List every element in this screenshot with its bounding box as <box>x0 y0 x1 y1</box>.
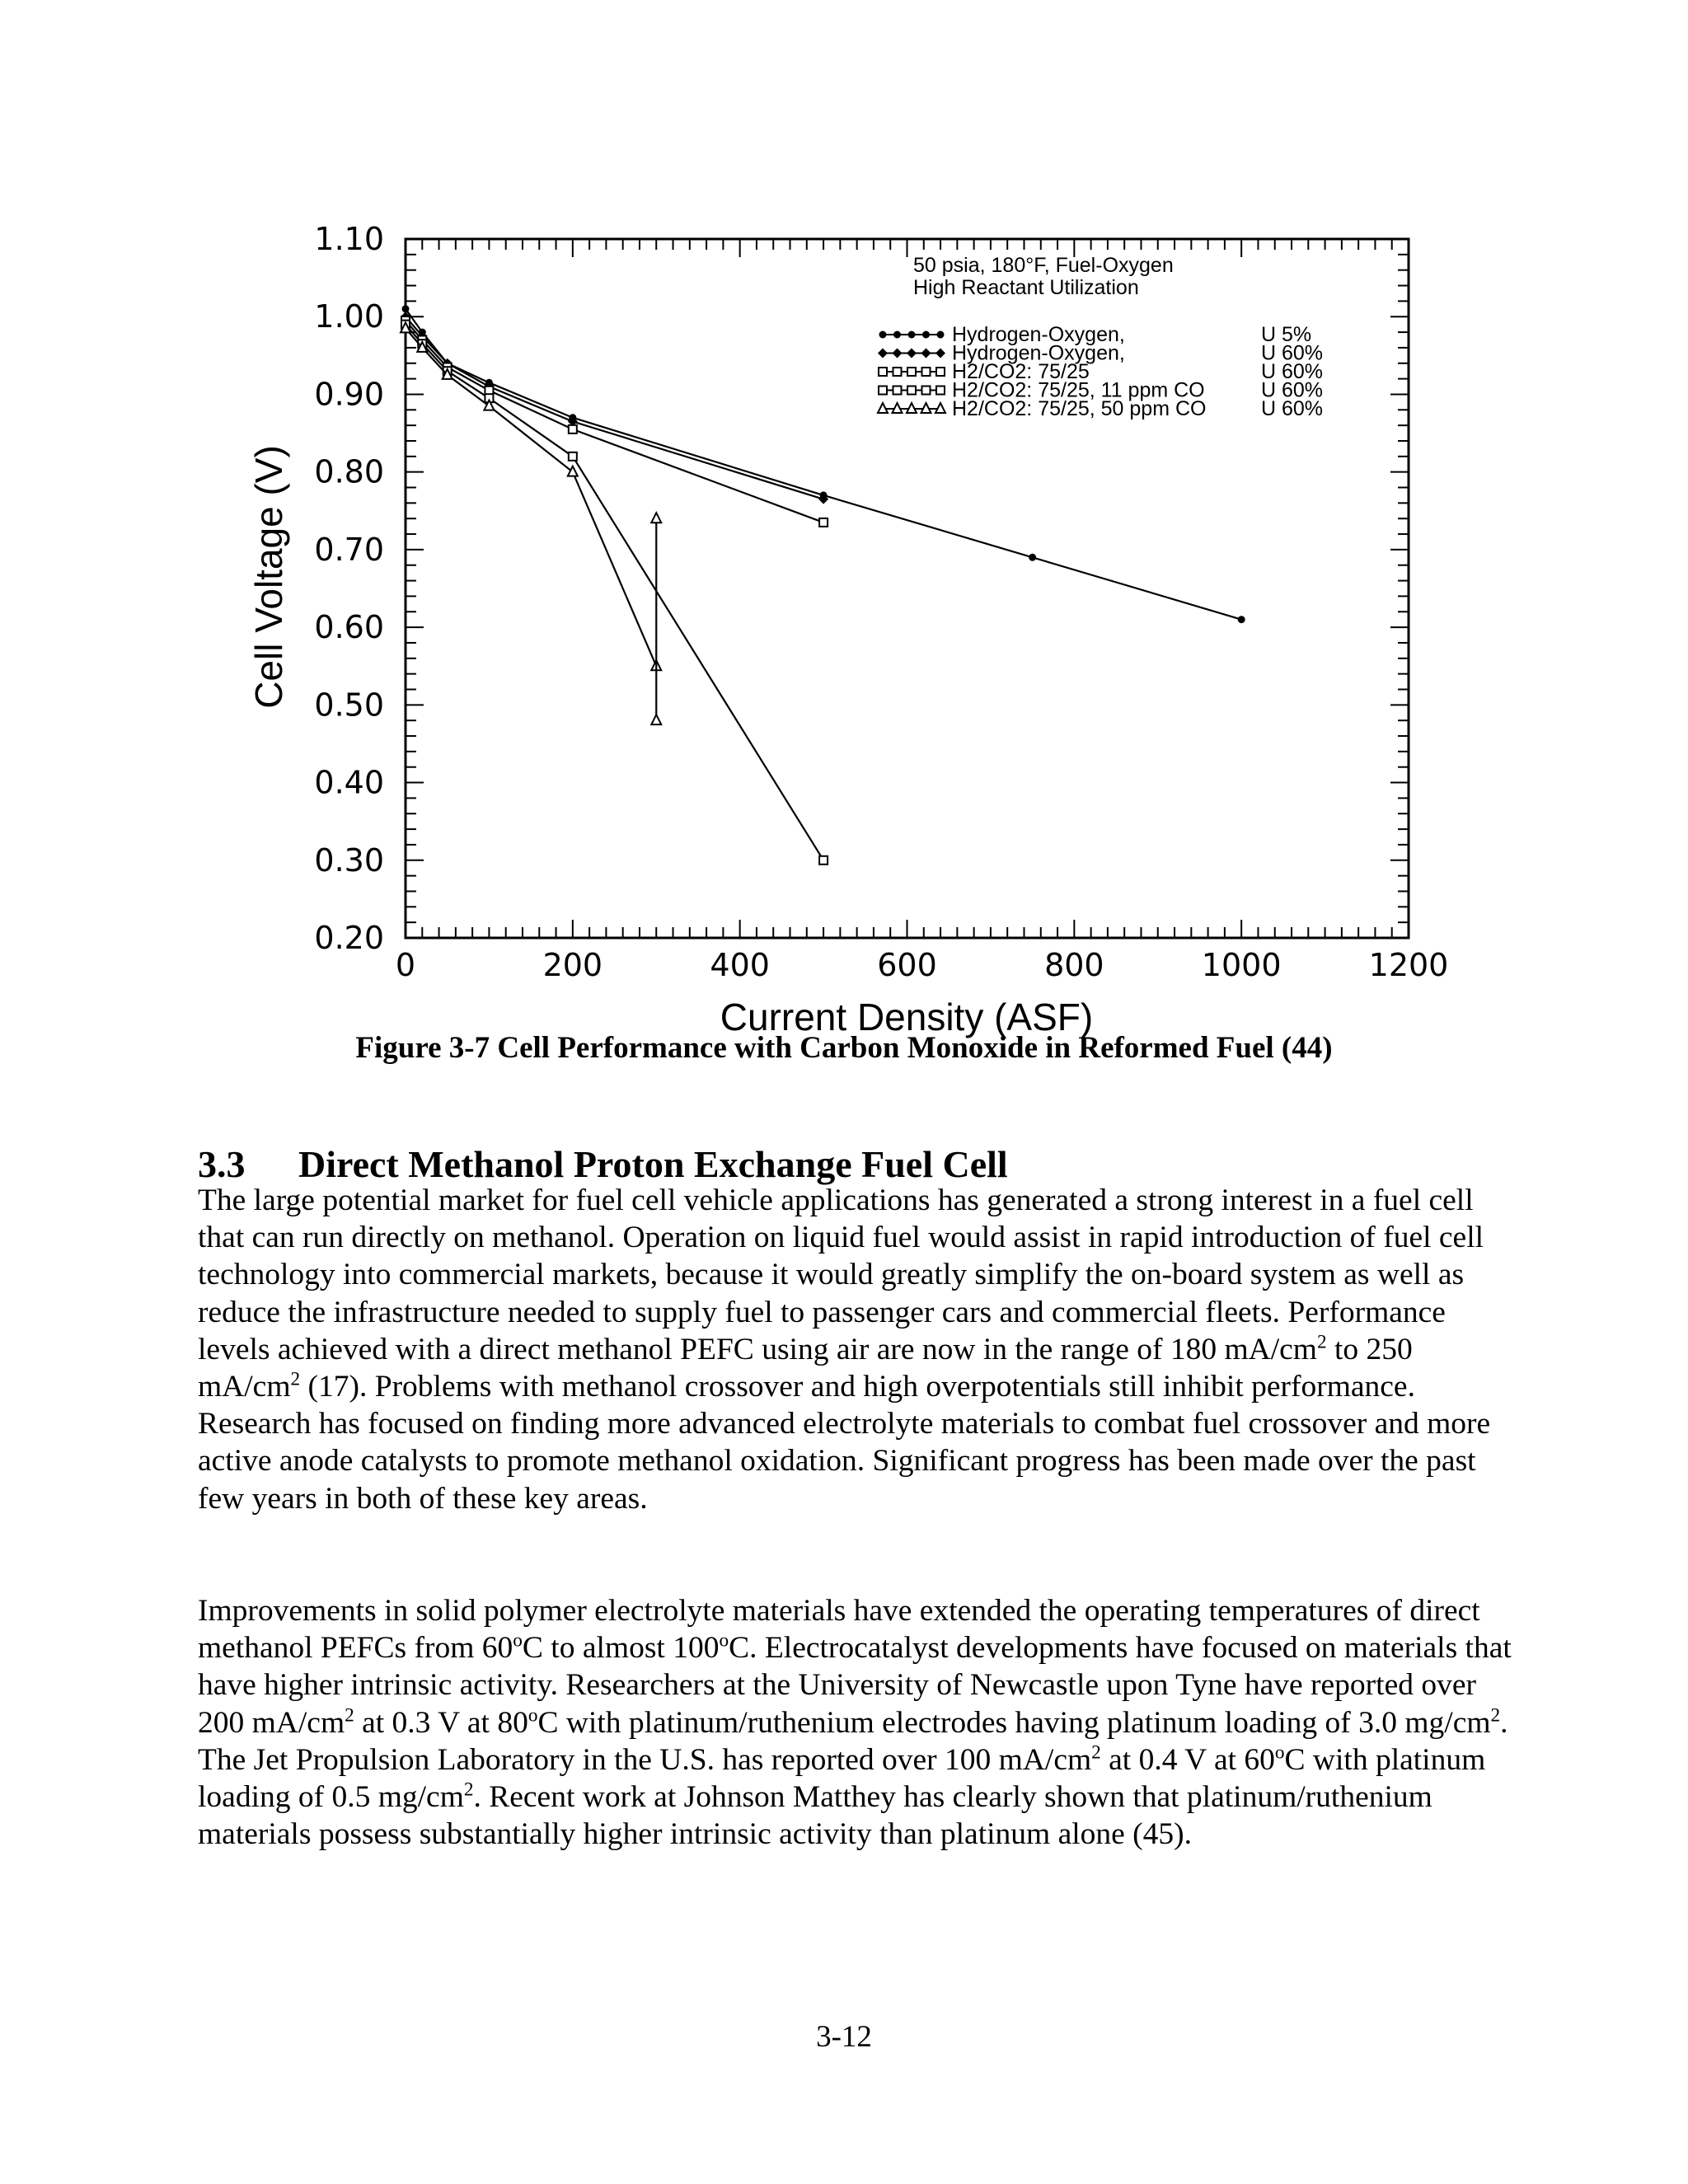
data-point <box>819 856 828 865</box>
paragraph-2: Improvements in solid polymer electrolyte materials have extended the operating temperatures of direct methanol PEFCs from 60$^o$C to almost 100$^o$C. Electrocatalyst developments have focused on materials that have higher intrinsic activity. Researchers at the University of Newcastle upon Tyne have reported over 200 $mA/cm^2$ at 0.3 V at 80$^o$C with platinum/ruthenium electrodes having platinum loading of 3.0 $mg/cm^2$. The Jet Propulsion Laboratory in the U.S. has reported over 100 $mA/cm^2$ at 0.4 V at 60$^o$C with platinum loading of 0.5 $mg/cm^2$. Recent work at Johnson Matthey has clearly shown that platinum/ruthenium materials possess substantially higher intrinsic activity than platinum alone (45). <box>198 1594 1512 1852</box>
axis-ticks <box>406 239 1409 938</box>
legend-utilization: U 5% <box>1261 323 1312 346</box>
x-tick-label: 200 <box>542 947 603 983</box>
cell-performance-chart <box>0 0 1688 1071</box>
x-tick-labels <box>396 947 1448 983</box>
data-point <box>569 425 577 434</box>
series-3 <box>401 316 828 527</box>
series-4 <box>401 321 828 865</box>
section-title: Direct Methanol Proton Exchange Fuel Cell <box>298 1143 1008 1185</box>
data-point <box>937 331 945 339</box>
data-point <box>879 368 887 376</box>
y-tick-label: 0.40 <box>314 764 384 801</box>
legend-label: H2/CO2: 75/25, 11 ppm CO <box>952 378 1205 402</box>
data-point <box>879 387 887 395</box>
figure-caption: Figure 3-7 Cell Performance with Carbon Monoxide in Reformed Fuel (44) <box>355 1031 1333 1065</box>
y-tick-label: 1.00 <box>314 298 384 335</box>
series-line <box>406 316 823 499</box>
x-tick-label: 400 <box>710 947 770 983</box>
data-point <box>922 387 931 395</box>
data-point <box>651 715 661 724</box>
y-tick-label: 1.10 <box>314 221 384 257</box>
data-point <box>893 368 902 376</box>
data-point <box>922 331 930 339</box>
section-heading <box>198 1142 1008 1186</box>
x-axis-label: Current Density (ASF) <box>720 996 1094 1038</box>
series-line <box>406 325 823 860</box>
series-2 <box>401 312 828 504</box>
data-point <box>893 349 903 359</box>
data-point <box>893 331 901 339</box>
data-point <box>907 387 916 395</box>
data-point <box>893 387 902 395</box>
legend-label: Hydrogen-Oxygen, <box>952 323 1125 346</box>
data-point <box>935 349 945 359</box>
annotation-line-2: High Reactant Utilization <box>913 276 1139 299</box>
data-point <box>908 331 916 339</box>
y-tick-label: 0.50 <box>314 687 384 724</box>
x-tick-label: 1200 <box>1368 947 1449 983</box>
data-point <box>936 368 945 376</box>
data-point <box>907 349 917 359</box>
y-tick-label: 0.70 <box>314 531 384 568</box>
x-tick-label: 800 <box>1044 947 1104 983</box>
data-point <box>921 349 931 359</box>
data-point <box>568 466 578 476</box>
series-5 <box>401 322 661 670</box>
data-point <box>936 387 945 395</box>
y-tick-labels <box>314 221 384 956</box>
legend-label: H2/CO2: 75/25 <box>952 360 1090 383</box>
legend-utilization: U 60% <box>1261 341 1324 365</box>
data-point <box>878 349 888 359</box>
section-number: 3.3 <box>198 1143 246 1185</box>
chart-legend <box>878 323 1323 420</box>
error-bar <box>651 513 661 724</box>
x-tick-label: 600 <box>877 947 937 983</box>
legend-utilization: U 60% <box>1261 360 1324 383</box>
series-line <box>406 321 823 523</box>
legend-label: Hydrogen-Oxygen, <box>952 341 1125 365</box>
data-point <box>879 331 887 339</box>
legend-utilization: U 60% <box>1261 397 1324 420</box>
data-point <box>402 305 410 312</box>
data-point <box>819 518 828 527</box>
y-tick-label: 0.90 <box>314 376 384 413</box>
y-tick-label: 0.30 <box>314 841 384 879</box>
y-tick-label: 0.80 <box>314 453 384 490</box>
paragraph-1: The large potential market for fuel cell vehicle applications has generated a strong interest in a fuel cell that can run directly on methanol. Operation on liquid fuel would assist in rapid introduction of fuel cell technology into commercial markets, because it would greatly simplify the on-board system as well as reduce the infrastructure needed to supply fuel to passenger cars and commercial fleets. Performance levels achieved with a direct methanol PEFC using air are now in the range of 180 $mA/cm^2$ to 250 $mA/cm^2$ (17). Problems with methanol crossover and high overpotentials still inhibit performance. Research has focused on finding more advanced electrolyte materials to combat fuel crossover and more active anode catalysts to promote methanol oxidation. Significant progress has been made over the past few years in both of these key areas. <box>198 1183 1491 1516</box>
legend-entry <box>878 342 1323 365</box>
data-point <box>1029 554 1036 561</box>
plot-frame <box>406 239 1409 938</box>
data-point <box>569 452 577 461</box>
y-axis-label: Cell Voltage (V) <box>247 445 290 709</box>
x-tick-label: 1000 <box>1201 947 1282 983</box>
page-number: 3-12 <box>816 2020 872 2054</box>
y-tick-label: 0.20 <box>314 920 384 956</box>
y-tick-label: 0.60 <box>314 609 384 646</box>
legend-label: H2/CO2: 75/25, 50 ppm CO <box>952 397 1207 420</box>
data-point <box>907 368 916 376</box>
annotation-line-1: 50 psia, 180°F, Fuel-Oxygen <box>913 254 1174 277</box>
x-tick-label: 0 <box>395 947 416 983</box>
data-point <box>922 368 931 376</box>
legend-utilization: U 60% <box>1261 378 1324 402</box>
data-point <box>1238 616 1245 623</box>
data-point <box>651 513 661 523</box>
legend-entry <box>878 397 1323 420</box>
